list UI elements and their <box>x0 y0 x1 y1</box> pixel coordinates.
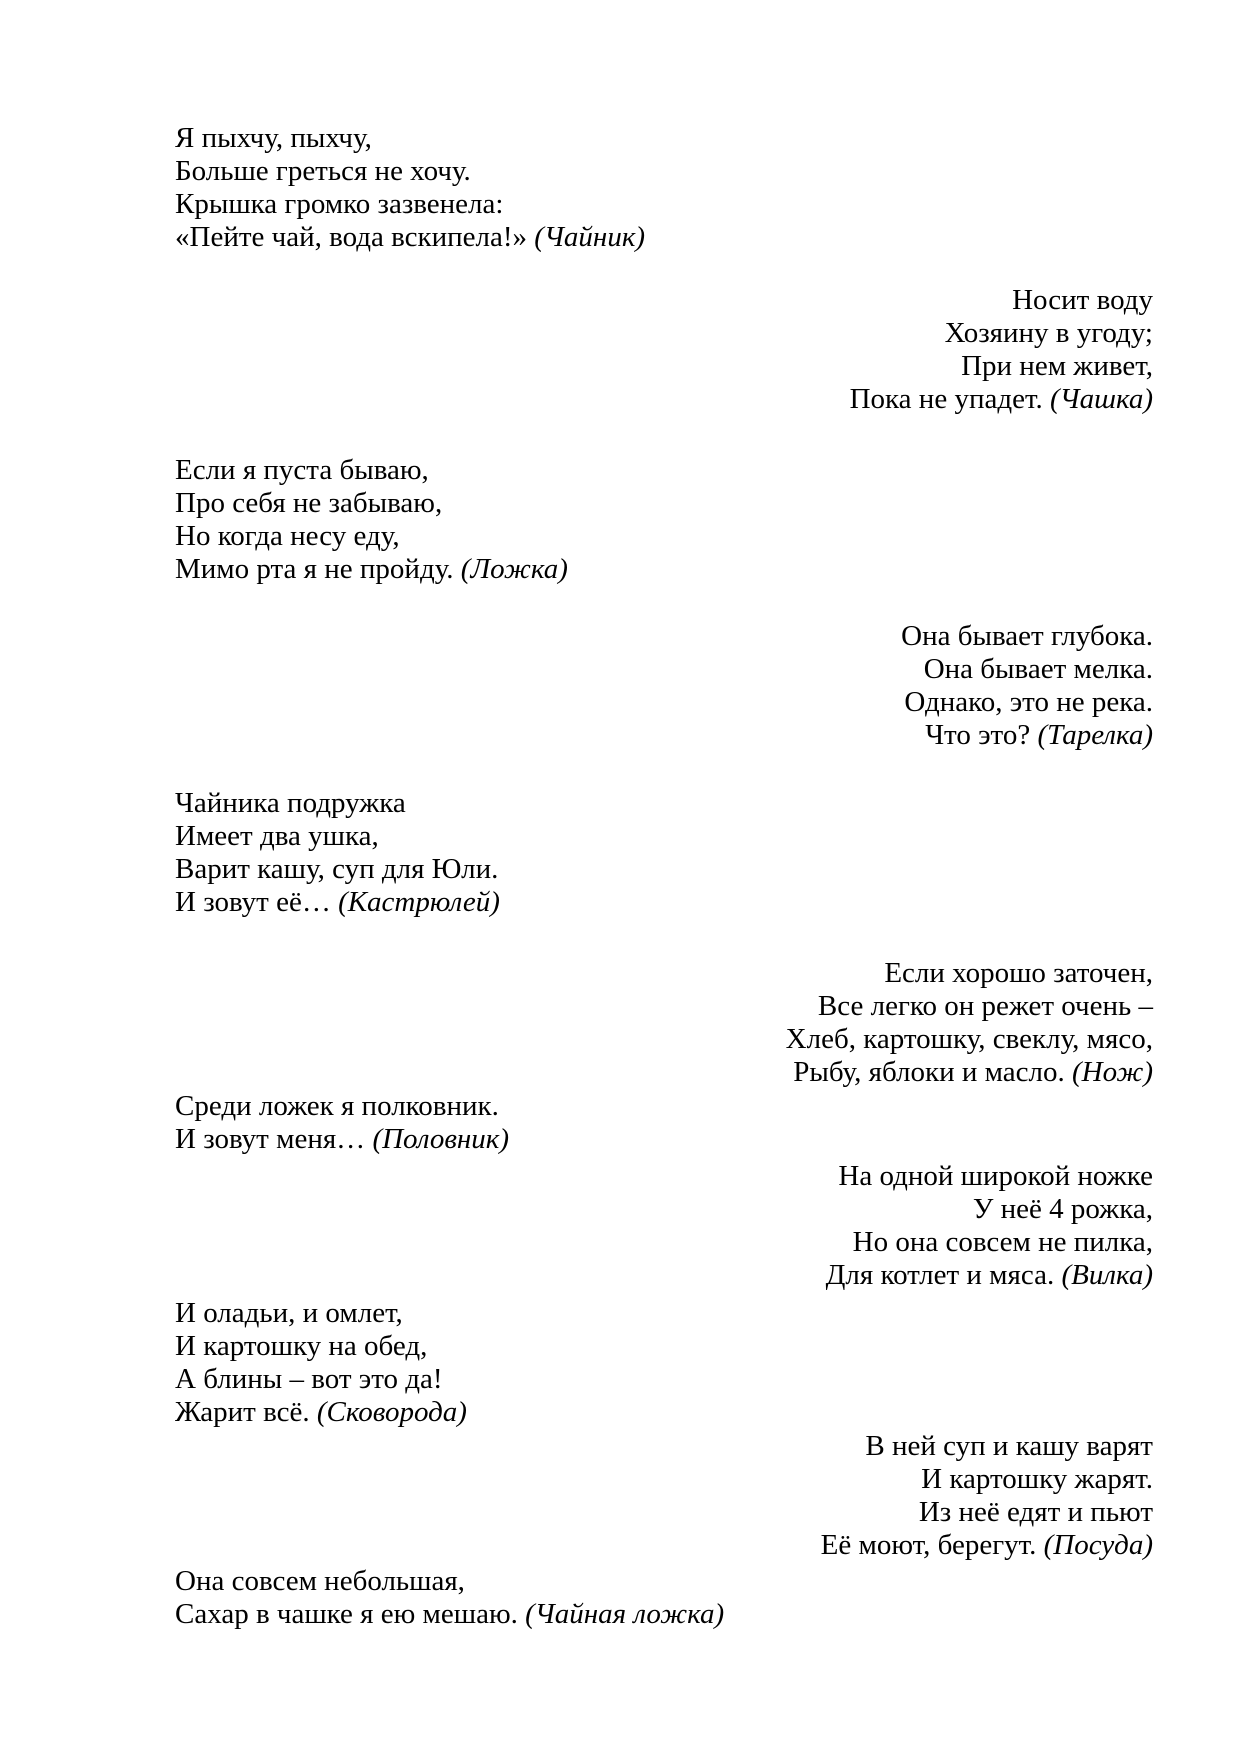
riddle-question-text: Пока не упадет. <box>849 383 1043 415</box>
riddle-line: Она бывает глубока. <box>901 620 1153 652</box>
riddle-stanza-frying-pan <box>175 1297 1153 1429</box>
riddle-last-line <box>175 1259 1153 1292</box>
riddle-stanza-teaspoon <box>175 1565 1153 1631</box>
riddle-question-text: И зовут меня… <box>175 1123 366 1155</box>
riddle-question-text: Мимо рта я не пройду. <box>175 553 454 585</box>
riddle-line: Про себя не забываю, <box>175 487 443 519</box>
riddle-question-text: Рыбу, яблоки и масло. <box>793 1056 1065 1088</box>
riddle-line: При нем живет, <box>961 350 1153 382</box>
riddle-line: А блины – вот это да! <box>175 1363 443 1395</box>
riddle-line: Все легко он режет очень – <box>817 990 1153 1022</box>
riddle-answer: (Посуда) <box>1043 1529 1153 1561</box>
riddle-last-line <box>175 383 1153 416</box>
riddle-line: Если хорошо заточен, <box>884 957 1153 989</box>
riddle-answer: (Кастрюлей) <box>338 886 500 918</box>
riddle-line: Хлеб, картошку, свеклу, мясо, <box>785 1023 1153 1055</box>
riddle-line: Из неё едят и пьют <box>918 1496 1153 1528</box>
riddle-last-line <box>175 553 1153 586</box>
riddle-line: На одной широкой ножке <box>838 1160 1153 1192</box>
riddle-line: Но когда несу еду, <box>175 520 400 552</box>
riddle-line: Я пыхчу, пыхчу, <box>175 122 372 154</box>
riddle-line: И картошку на обед, <box>175 1330 428 1362</box>
riddle-last-line <box>175 1529 1153 1562</box>
riddle-stanza-cup <box>175 284 1153 416</box>
riddle-line: Хозяину в угоду; <box>944 317 1153 349</box>
riddle-answer: (Сковорода) <box>316 1396 467 1428</box>
riddle-last-line <box>175 1396 1153 1429</box>
riddle-stanza-spoon <box>175 454 1153 586</box>
riddle-question-text: Что это? <box>925 719 1031 751</box>
riddle-line: Если я пуста бываю, <box>175 454 429 486</box>
riddle-last-line <box>175 886 1153 919</box>
riddle-stanza-teapot <box>175 122 1153 254</box>
riddle-answer: (Чайник) <box>534 221 646 253</box>
riddle-line: Носит воду <box>1012 284 1153 316</box>
riddle-last-line <box>175 1598 1153 1631</box>
riddle-stanza-dishes <box>175 1430 1153 1562</box>
riddle-answer: (Ложка) <box>460 553 568 585</box>
riddle-question-text: Для котлет и мяса. <box>825 1259 1055 1291</box>
riddle-answer: (Нож) <box>1071 1056 1153 1088</box>
riddle-line: Чайника подружка <box>175 787 406 819</box>
riddle-line: Она бывает мелка. <box>923 653 1153 685</box>
riddle-stanza-plate <box>175 620 1153 752</box>
riddle-stanza-pot <box>175 787 1153 919</box>
riddle-line: Она совсем небольшая, <box>175 1565 465 1597</box>
riddle-line: И картошку жарят. <box>921 1463 1153 1495</box>
riddle-answer: (Тарелка) <box>1037 719 1153 751</box>
riddle-question-text: Жарит всё. <box>175 1396 310 1428</box>
riddle-question-text: «Пейте чай, вода вскипела!» <box>175 221 528 253</box>
riddle-answer: (Чашка) <box>1049 383 1153 415</box>
riddle-question-text: Её моют, берегут. <box>820 1529 1037 1561</box>
riddle-line: Имеет два ушка, <box>175 820 379 852</box>
riddle-line: У неё 4 рожка, <box>972 1193 1153 1225</box>
riddle-stanza-ladle <box>175 1090 1153 1156</box>
riddle-line: Но она совсем не пилка, <box>852 1226 1153 1258</box>
riddle-line: Больше греться не хочу. <box>175 155 471 187</box>
riddle-last-line <box>175 221 1153 254</box>
riddle-stanza-knife <box>175 957 1153 1089</box>
riddle-stanza-fork <box>175 1160 1153 1292</box>
riddle-question-text: И зовут её… <box>175 886 331 918</box>
riddle-last-line <box>175 1123 1153 1156</box>
riddle-line: Крышка громко зазвенела: <box>175 188 504 220</box>
riddle-answer: (Вилка) <box>1061 1259 1153 1291</box>
riddle-line: Варит кашу, суп для Юли. <box>175 853 499 885</box>
riddle-question-text: Сахар в чашке я ею мешаю. <box>175 1598 518 1630</box>
riddle-answer: (Половник) <box>372 1123 510 1155</box>
riddle-line: В ней суп и кашу варят <box>865 1430 1153 1462</box>
riddle-line: Однако, это не река. <box>904 686 1153 718</box>
riddle-answer: (Чайная ложка) <box>525 1598 725 1630</box>
riddle-last-line <box>175 1056 1153 1089</box>
riddle-line: И оладьи, и омлет, <box>175 1297 403 1329</box>
riddle-line: Среди ложек я полковник. <box>175 1090 499 1122</box>
riddle-last-line <box>175 719 1153 752</box>
